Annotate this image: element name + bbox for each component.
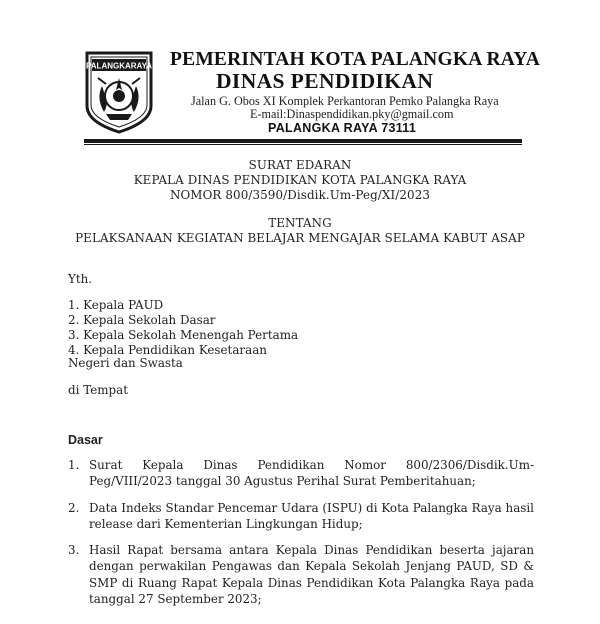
basis-line: Surat Kepala Dinas Pendidikan Nomor 800/2306/Disdik.Um- xyxy=(89,458,534,472)
city-postcode: PALANGKA RAYA 73111 xyxy=(268,121,417,135)
logo-text: PALANGKARAYA xyxy=(86,61,152,71)
basis-line: Peg/VIII/2023 tanggal 30 Agustus Perihal Surat Pemberitahuan; xyxy=(89,474,476,489)
letter-issuer: KEPALA DINAS PENDIDIKAN KOTA PALANGKA RAYA xyxy=(133,173,467,187)
basis-number: 1. xyxy=(68,458,80,472)
basis-line: tanggal 27 September 2023; xyxy=(89,592,262,607)
place-line: di Tempat xyxy=(68,383,128,397)
letterhead-rule-thin xyxy=(84,144,522,145)
letter-subject: PELAKSANAAN KEGIATAN BELAJAR MENGAJAR SELAMA KABUT ASAP xyxy=(75,231,525,245)
basis-number: 3. xyxy=(68,543,80,557)
basis-heading: Dasar xyxy=(68,433,103,447)
recipient-item: 4. Kepala Pendidikan Kesetaraan xyxy=(68,343,267,357)
basis-line: release dari Kementerian Lingkungan Hidup; xyxy=(89,517,363,532)
recipient-item: 2. Kepala Sekolah Dasar xyxy=(68,313,216,327)
city-emblem-logo xyxy=(84,50,154,134)
letter-number: NOMOR 800/3590/Disdik.Um-Peg/XI/2023 xyxy=(169,188,431,202)
basis-number: 2. xyxy=(68,501,80,515)
basis-line: Hasil Rapat bersama antara Kepala Dinas Pendidikan beserta jajaran xyxy=(89,543,534,557)
recipient-suffix: Negeri dan Swasta xyxy=(68,356,183,370)
recipient-item: 3. Kepala Sekolah Menengah Pertama xyxy=(68,328,299,342)
subject-label: TENTANG xyxy=(268,216,332,230)
office-email: E-mail:Dinaspendidikan.pky@gmail.com xyxy=(250,107,454,121)
office-address: Jalan G. Obos XI Komplek Perkantoran Pemko Palangka Raya xyxy=(191,94,499,108)
recipient-item: 1. Kepala PAUD xyxy=(68,298,164,312)
government-name: PEMERINTAH KOTA PALANGKA RAYA xyxy=(170,49,541,70)
letter-type: SURAT EDARAN xyxy=(248,158,352,172)
basis-line: Data Indeks Standar Pencemar Udara (ISPU) di Kota Palangka Raya hasil xyxy=(89,501,534,515)
letterhead-rule xyxy=(84,139,522,143)
department-name: DINAS PENDIDIKAN xyxy=(216,69,434,93)
basis-line: dengan perwakilan Pengawas dan Kepala Sekolah Jenjang PAUD, SD & xyxy=(89,559,534,574)
salutation: Yth. xyxy=(68,272,93,286)
basis-line: SMP di Ruang Rapat Kepala Dinas Pendidikan Kota Palangka Raya pada xyxy=(89,575,534,590)
